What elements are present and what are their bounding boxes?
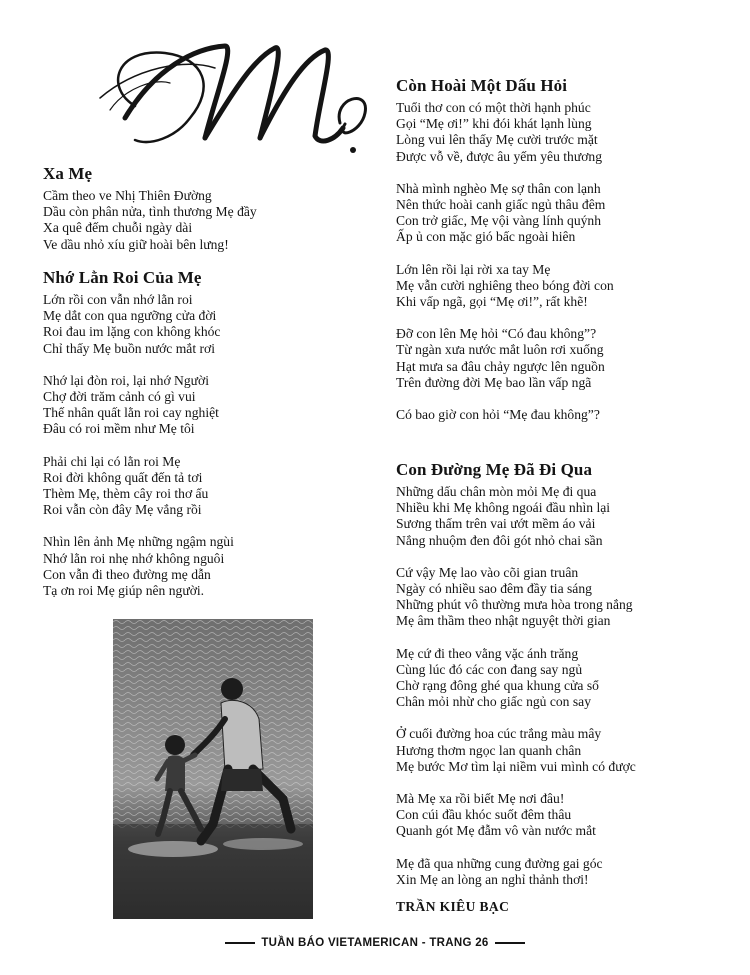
poem-line: Chờ rạng đông ghé qua khung cửa sổ [396, 678, 599, 694]
poem-line: Con cúi đầu khóc suốt đêm thâu [396, 807, 572, 823]
poem-nho-lan-roi [43, 268, 343, 599]
stanza [396, 326, 716, 391]
poem-title: Xa Mẹ [43, 164, 93, 183]
footer-rule-right [495, 942, 525, 944]
poem-line: Mẹ bước Mơ tìm lại niềm vui mình có được [396, 758, 636, 774]
poem-line: Chợ đời trăm cảnh có gì vui [43, 389, 196, 405]
stanza [43, 373, 343, 438]
photo-illustration [113, 619, 313, 919]
poem-title: Con Đường Mẹ Đã Đi Qua [396, 460, 593, 479]
poem-line: Tạ ơn roi Mẹ giúp nên người. [43, 583, 205, 599]
poem-line: Quanh gót Mẹ đẫm vô vàn nước mắt [396, 823, 596, 839]
poem-line: Mẹ âm thầm theo nhật nguyệt thời gian [396, 613, 611, 629]
poem-line: Nhiều khi Mẹ không ngoái đầu nhìn lại [396, 500, 611, 516]
poem-title: Nhớ Lằn Roi Của Mẹ [43, 268, 202, 287]
stanza [396, 407, 716, 423]
poem-line: Roi đau im lặng con không khóc [43, 324, 221, 340]
photo-mother-child-beach [113, 619, 313, 919]
poem-line: Những dấu chân mòn mỏi Mẹ đi qua [396, 484, 597, 499]
poem-line: Mẹ dắt con qua ngưỡng cửa đời [43, 308, 217, 324]
poem-line: Mà Mẹ xa rồi biết Mẹ nơi đâu! [396, 791, 565, 807]
stanza [396, 100, 716, 165]
stanza [396, 856, 716, 888]
poem-line: Được vỗ về, được âu yếm yêu thương [396, 148, 602, 164]
poem-line: Cùng lúc đó các con đang say ngủ [396, 661, 583, 677]
stanza [396, 646, 716, 711]
poem-line: Nhìn lên ảnh Mẹ những ngậm ngùi [43, 534, 234, 550]
poem-line: Có bao giờ con hỏi “Mẹ đau không”? [396, 407, 600, 423]
poem-line: Thèm Mẹ, thèm cây roi thơ ấu [43, 486, 209, 502]
poem-line: Ấp ủ con mặc gió bấc ngoài hiên [396, 229, 576, 245]
footer-text: TUẦN BÁO VIETAMERICAN - TRANG 26 [261, 937, 489, 949]
poem-line: Lòng vui lên thấy Mẹ cười trước mặt [396, 132, 598, 148]
poem-line: Tuổi thơ con có một thời hạnh phúc [396, 100, 591, 115]
poem-con-hoai-mot-dau-hoi [396, 76, 716, 423]
poem-line: Mẹ vẫn cười nghiêng theo bóng đời con [396, 277, 614, 293]
poem-line: Sương thấm trên vai ướt mềm áo vải [396, 516, 596, 532]
poem-line: Roi vẫn còn đây Mẹ vắng rồi [43, 502, 202, 518]
poem-line: Con vẫn đi theo đường mẹ dẫn [43, 566, 211, 582]
poem-line: Từ ngàn xưa nước mắt luôn rơi xuống [396, 342, 604, 358]
stanza [396, 565, 716, 630]
poem-line: Nhớ lại đòn roi, lại nhớ Người [43, 372, 209, 388]
poem-line: Chỉ thấy Mẹ buồn nước mắt rơi [43, 340, 216, 356]
poem-line: Xa quê đếm chuỗi ngày dài [43, 220, 193, 236]
poem-line: Chân mỏi nhừ cho giấc ngủ con say [396, 694, 591, 710]
poem-line: Cứ vậy Mẹ lao vào cõi gian truân [396, 564, 579, 580]
poem-line: Khi vấp ngã, gọi “Mẹ ơi!”, rất khẽ! [396, 294, 588, 310]
stanza [396, 484, 716, 549]
footer-rule-left [225, 942, 255, 944]
poem-line: Những phút vô thường mưa hòa trong nắng [396, 597, 633, 613]
stanza [43, 534, 343, 599]
poem-line: Đỡ con lên Mẹ hỏi “Có đau không”? [396, 326, 597, 342]
stanza [43, 454, 343, 519]
poem-line: Dầu còn phân nửa, tình thương Mẹ đầy [43, 204, 257, 220]
poem-title: Còn Hoài Một Dấu Hỏi [396, 76, 568, 95]
poem-line: Nhà mình nghèo Mẹ sợ thân con lạnh [396, 180, 601, 196]
poem-line: Gọi “Mẹ ơi!” khi đói khát lạnh lùng [396, 116, 592, 132]
stanza [396, 726, 716, 775]
poem-line: Mẹ đã qua những cung đường gai góc [396, 855, 603, 871]
page-footer [0, 937, 750, 949]
poem-xa-me [43, 164, 343, 253]
poem-line: Hương thơm ngọc lan quanh chân [396, 742, 582, 758]
poem-line: Hạt mưa sa đâu chảy ngược lên nguồn [396, 358, 605, 374]
poem-line: Ở cuối đường hoa cúc trắng màu mây [396, 726, 602, 742]
poem-line: Con trở giấc, Mẹ vội vàng lính quýnh [396, 213, 602, 229]
poem-line: Ngày có nhiều sao đêm đầy tia sáng [396, 581, 592, 597]
page-title-script [95, 28, 375, 158]
stanza [43, 292, 343, 357]
stanza [396, 262, 716, 311]
poem-line: Nhớ lằn roi nhẹ nhớ không nguôi [43, 550, 225, 566]
poem-line: Lớn rồi con vẫn nhớ lằn roi [43, 292, 193, 307]
poem-line: Ve dầu nhỏ xíu giữ hoài bên lưng! [43, 236, 229, 252]
stanza [396, 791, 716, 840]
poem-line: Thế nhân quất lằn roi cay nghiệt [43, 405, 219, 421]
stanza [43, 188, 343, 253]
poem-line: Nắng nhuộm đen đôi gót nhỏ chai sần [396, 532, 603, 548]
poem-line: Mẹ cứ đi theo vằng vặc ánh trăng [396, 645, 579, 661]
poem-line: Lớn lên rồi lại rời xa tay Mẹ [396, 261, 551, 277]
stanza [396, 181, 716, 246]
poem-line: Xin Mẹ an lòng an nghỉ thảnh thơi! [396, 871, 589, 887]
poem-line: Cầm theo ve Nhị Thiên Đường [43, 188, 212, 203]
poem-line: Nên thức hoài canh giấc ngủ thâu đêm [396, 197, 606, 213]
title-calligraphy [95, 28, 375, 158]
poem-con-duong-me-da-di-qua [396, 460, 716, 888]
poem-line: Roi đời không quất đến tả tơi [43, 469, 203, 485]
poem-line: Trên đường đời Mẹ bao lần vấp ngã [396, 374, 592, 390]
poem-line: Phải chi lại có lằn roi Mẹ [43, 453, 181, 469]
poem-line: Đâu có roi mềm như Mẹ tôi [43, 421, 195, 437]
author-signature: TRẦN KIÊU BẠC [396, 899, 510, 914]
